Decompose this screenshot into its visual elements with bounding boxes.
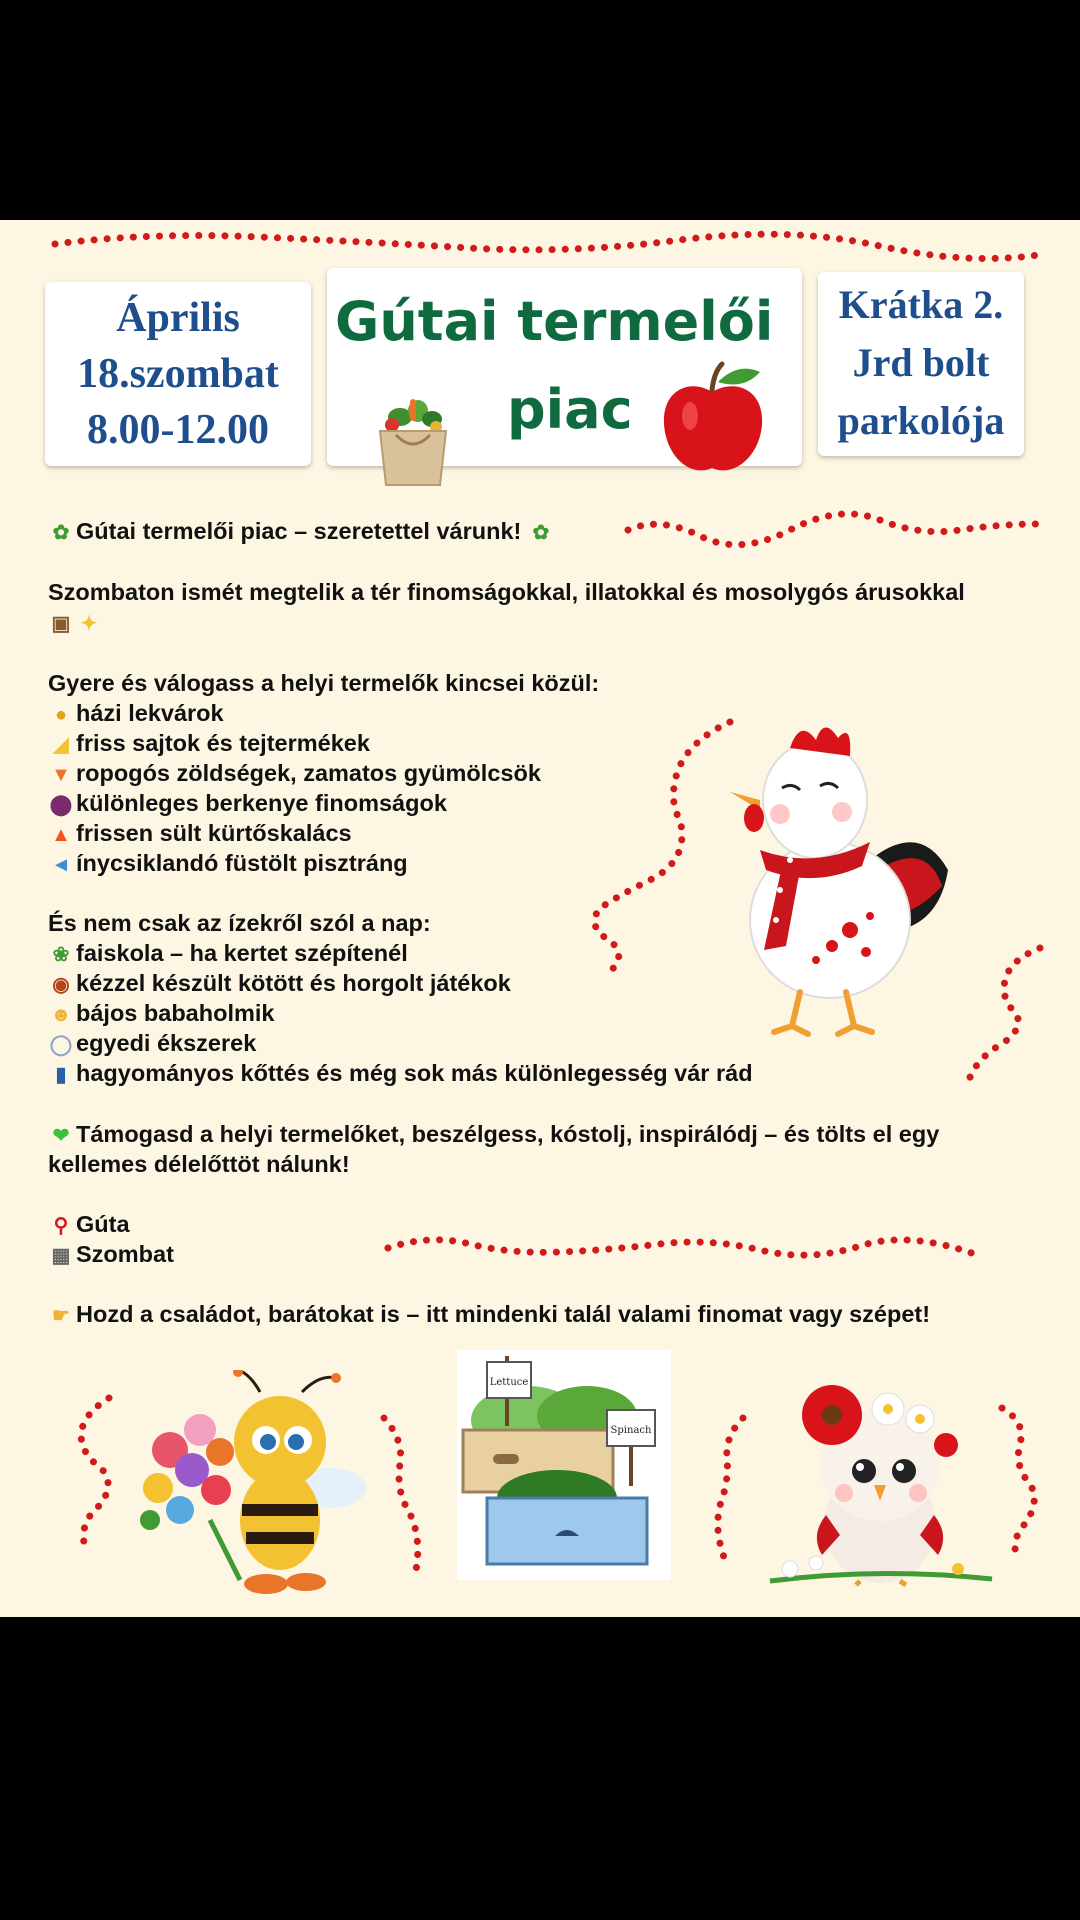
date-line-1: Április bbox=[116, 295, 240, 341]
day-text: Szombat bbox=[76, 1241, 174, 1267]
grapes-icon: ⬤ bbox=[49, 794, 73, 816]
dotted-swirl-left bbox=[580, 710, 740, 980]
seedling-icon: ❀ bbox=[52, 944, 70, 966]
extra-item bbox=[48, 1058, 753, 1090]
location-line-1: Krátka 2. bbox=[838, 282, 1004, 327]
extra-item-text: faiskola – ha kertet szépítenél bbox=[76, 940, 408, 966]
product-item-text: frissen sült kürtőskalács bbox=[76, 820, 352, 846]
extra-item bbox=[48, 938, 408, 970]
sparkles-icon: ✦ bbox=[80, 613, 98, 635]
cheese-icon: ◢ bbox=[53, 734, 69, 756]
location-card bbox=[818, 272, 1024, 456]
title-line-1: Gútai termelői bbox=[335, 290, 774, 353]
bee-illustration bbox=[130, 1370, 370, 1600]
extra-item-text: hagyományos kőttés és még sok más különlegesség vár rád bbox=[76, 1060, 753, 1086]
extra-item bbox=[48, 968, 511, 1000]
apple-icon bbox=[660, 360, 766, 478]
grocery-bag-icon bbox=[370, 395, 456, 487]
product-item-text: ropogós zöldségek, zamatos gyümölcsök bbox=[76, 760, 541, 786]
product-item bbox=[48, 788, 447, 820]
product-item-text: különleges berkenye finomságok bbox=[76, 790, 447, 816]
crate-label-lettuce: Lettuce bbox=[489, 1377, 529, 1388]
product-item bbox=[48, 698, 224, 730]
extras-heading bbox=[48, 908, 431, 938]
dotted-swirl-bee-left bbox=[65, 1390, 125, 1560]
dotted-line-day bbox=[380, 1220, 1000, 1270]
basket-icon: ▣ bbox=[51, 613, 71, 635]
extras-heading-text: És nem csak az ízekről szól a nap: bbox=[48, 910, 431, 936]
yarn-icon: ◉ bbox=[52, 974, 70, 996]
herb-icon: ✿ bbox=[532, 522, 550, 544]
product-item bbox=[48, 848, 408, 880]
intro-headline-text: Gútai termelői piac – szeretettel várunk! bbox=[76, 518, 522, 544]
poster bbox=[0, 220, 1080, 1617]
extra-item bbox=[48, 998, 275, 1030]
extra-item-text: kézzel készült kötött és horgolt játékok bbox=[76, 970, 511, 996]
day-line bbox=[48, 1239, 174, 1271]
intro-paragraph-icons bbox=[48, 607, 104, 639]
dotted-swirl-bee-right bbox=[370, 1410, 430, 1580]
support-text bbox=[48, 1119, 939, 1151]
product-item bbox=[48, 818, 352, 850]
intro-paragraph bbox=[48, 577, 965, 607]
dotted-line-headline bbox=[620, 500, 1050, 560]
extra-item-text: egyedi ékszerek bbox=[76, 1030, 257, 1056]
honey-pot-icon: ● bbox=[54, 704, 68, 726]
product-item-text: ínycsiklandó füstölt pisztráng bbox=[76, 850, 408, 876]
date-line-2: 18.szombat bbox=[77, 351, 279, 397]
location-line-2: Jrd bolt bbox=[852, 340, 990, 385]
baby-icon: ☻ bbox=[50, 1004, 72, 1026]
title-line-2: piac bbox=[507, 378, 633, 441]
thread-icon: ▮ bbox=[55, 1064, 67, 1086]
intro-paragraph-text: Szombaton ismét megtelik a tér finomságokkal, illatokkal és mosolygós árusokkal bbox=[48, 579, 965, 605]
fire-icon: ▲ bbox=[51, 824, 71, 846]
closing-text: Hozd a családot, barátokat is – itt mindenki talál valami finomat vagy szépet! bbox=[76, 1301, 931, 1327]
product-item bbox=[48, 728, 370, 760]
pin-icon: ⚲ bbox=[53, 1215, 69, 1237]
extra-item-text: bájos babaholmik bbox=[76, 1000, 275, 1026]
date-line-3: 8.00-12.00 bbox=[87, 407, 269, 453]
products-heading bbox=[48, 668, 599, 698]
products-heading-text: Gyere és válogass a helyi termelők kincsei közül: bbox=[48, 670, 600, 696]
support-line-2: kellemes délelőttöt nálunk! bbox=[48, 1151, 350, 1177]
ring-icon: ◯ bbox=[49, 1034, 73, 1056]
green-heart-icon: ❤ bbox=[52, 1125, 70, 1147]
herb-icon: ✿ bbox=[52, 522, 70, 544]
place-text: Gúta bbox=[76, 1211, 130, 1237]
fish-icon: ◄ bbox=[51, 854, 71, 876]
support-text-2 bbox=[48, 1149, 350, 1179]
intro-headline bbox=[48, 516, 556, 548]
support-line-1: Támogasd a helyi termelőket, beszélgess, kóstolj, inspirálódj – és tölts el egy bbox=[76, 1121, 940, 1147]
rooster-illustration bbox=[720, 710, 960, 1040]
carrot-icon: ▼ bbox=[51, 764, 71, 786]
location-line-3: parkolója bbox=[837, 398, 1005, 443]
date-card bbox=[45, 282, 311, 466]
dotted-swirl-chick-left bbox=[705, 1410, 755, 1570]
product-item-text: friss sajtok és tejtermékek bbox=[76, 730, 370, 756]
crate-label-spinach: Spinach bbox=[610, 1425, 652, 1436]
closing-line bbox=[48, 1299, 930, 1331]
pointing-hand-icon: ☛ bbox=[52, 1305, 70, 1327]
dotted-swirl-right bbox=[955, 940, 1055, 1090]
product-item bbox=[48, 758, 541, 790]
calendar-icon: ▦ bbox=[51, 1245, 71, 1267]
place-line bbox=[48, 1209, 130, 1241]
product-item-text: házi lekvárok bbox=[76, 700, 224, 726]
extra-item bbox=[48, 1028, 256, 1060]
chick-with-flowers-illustration bbox=[760, 1385, 1000, 1590]
crate-illustration bbox=[457, 1350, 671, 1580]
